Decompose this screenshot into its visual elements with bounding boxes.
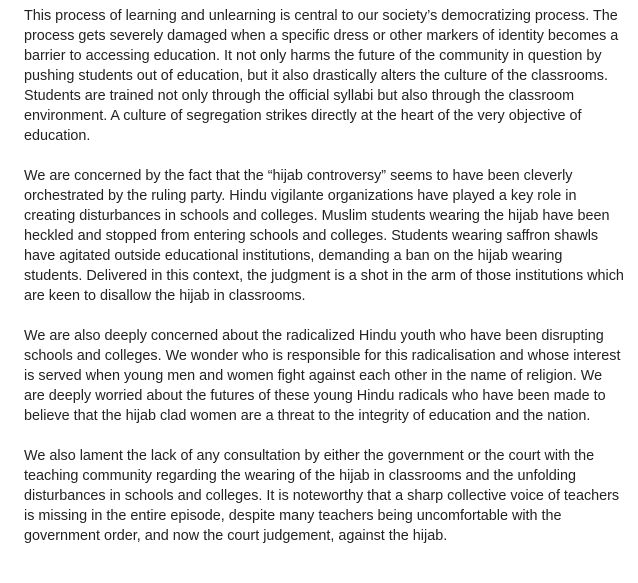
- paragraph-4: We also lament the lack of any consultation by either the government or the court with the teaching community regarding the wearing of the hijab in classrooms and the unfolding disturbances in schools and colleges. It is noteworthy that a sharp collective voice of teachers is missing in the entire episode, despite many teachers being uncomfortable with the government order, and now the court judgement, against the hijab.: [24, 448, 620, 544]
- paragraph-2: We are concerned by the fact that the “hijab controversy” seems to have been cleverly orchestrated by the ruling party. Hindu vigilante organizations have played a key role in creating disturbances in schools and colleges. Muslim students wearing the hijab have been heckled and stopped from entering schools and colleges. Students wearing saffron shawls have agitated outside educational institutions, demanding a ban on the hijab wearing students. Delivered in this context, the judgment is a shot in the arm of those institutions which are keen to disallow the hijab in classrooms.: [24, 168, 624, 304]
- paragraph-1: This process of learning and unlearning is central to our society’s democratizing process. The process gets severely damaged when a specific dress or other markers of identity becomes a barrier to accessing education. It not only harms the future of the community in question by pushing students out of education, but it also drastically alters the culture of the classrooms. Students are trained not only through the official syllabi but also through the classroom environment. A culture of segregation strikes directly at the heart of the very objective of education.: [24, 8, 619, 144]
- paragraph-3: We are also deeply concerned about the radicalized Hindu youth who have been disrupting schools and colleges. We wonder who is responsible for this radicalisation and whose interest is served when young men and women fight against each other in the name of religion. We are deeply worried about the futures of these young Hindu radicals who have been made to believe that the hijab clad women are a threat to the integrity of education and the nation.: [24, 328, 621, 424]
- document-body: [24, 6, 624, 546]
